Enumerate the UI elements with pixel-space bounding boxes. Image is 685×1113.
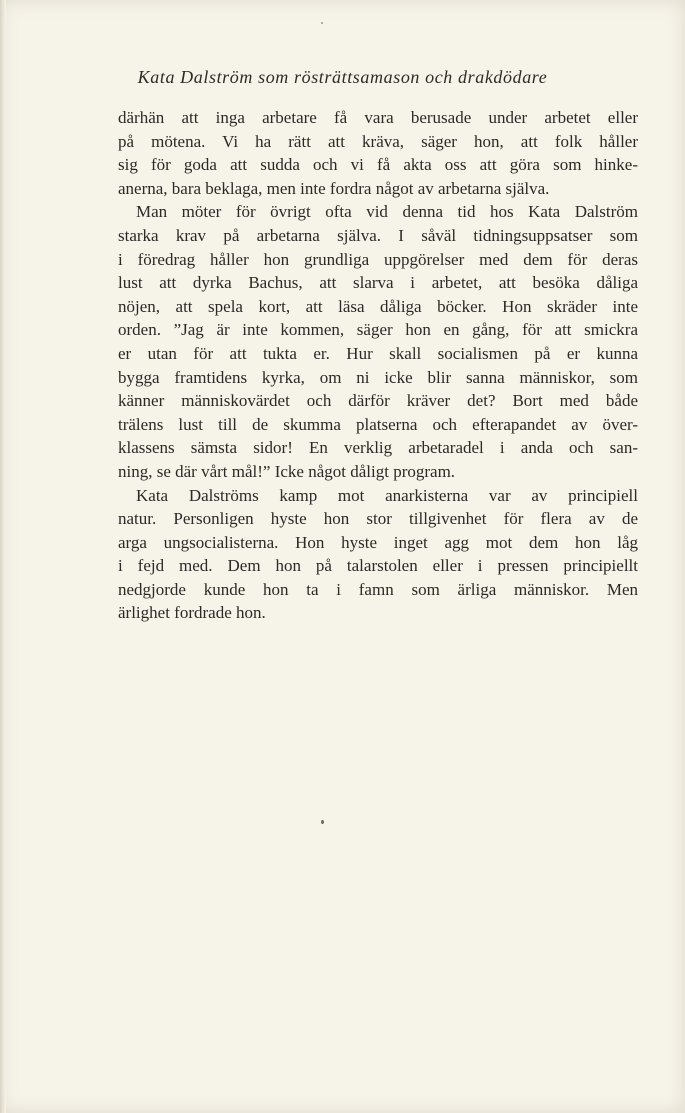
running-header: Kata Dalström som rösträttsamason och drakdödare xyxy=(137,67,548,87)
text-line: starka krav på arbetarna själva. I såväl tidningsuppsatser som xyxy=(118,225,638,245)
text-line: ning, se där vårt mål!” Icke något dåligt program. xyxy=(118,461,456,481)
body-text xyxy=(118,106,638,625)
text-line: nöjen, att spela kort, att läsa dåliga böcker. Hon skräder inte xyxy=(118,296,638,316)
text-line: känner människovärdet och därför kräver det? Bort med både xyxy=(118,391,638,411)
text-line: orden. ”Jag är inte kommen, säger hon en gång, för att smickra xyxy=(118,320,638,340)
text-line: arga ungsocialisterna. Hon hyste inget agg mot dem hon låg xyxy=(118,532,638,552)
text-line: i fejd med. Dem hon på talarstolen eller i pressen principiellt xyxy=(118,556,638,576)
text-line: anerna, bara beklaga, men inte fordra något av arbetarna själva. xyxy=(118,178,550,198)
page-edge-shadow xyxy=(0,0,6,1113)
text-line: på mötena. Vi ha rätt att kräva, säger hon, att folk håller xyxy=(118,131,638,151)
text-line: sig för goda att sudda och vi få akta oss att göra som hinke- xyxy=(118,155,638,175)
text-line: trälens lust till de skumma platserna och efterapandet av över- xyxy=(118,414,638,434)
text-line: i föredrag håller hon grundliga uppgörelser med dem för deras xyxy=(118,249,638,269)
text-line: klassens sämsta sidor! En verklig arbetaradel i anda och san- xyxy=(118,438,638,458)
text-line: ärlighet fordrade hon. xyxy=(118,603,266,623)
text-line: Kata Dalströms kamp mot anarkisterna var av principiell xyxy=(136,485,638,505)
text-line: natur. Personligen hyste hon stor tillgivenhet för flera av de xyxy=(118,509,638,529)
paper-speck xyxy=(321,820,324,824)
text-line: bygga framtidens kyrka, om ni icke blir sanna människor, som xyxy=(118,367,638,387)
text-line: nedgjorde kunde hon ta i famn som ärliga människor. Men xyxy=(118,579,638,599)
text-line: därhän att inga arbetare få vara berusade under arbetet eller xyxy=(118,108,638,127)
text-line: er utan för att tukta er. Hur skall socialismen på er kunna xyxy=(118,343,638,363)
paper-speck xyxy=(321,22,323,24)
text-line: Man möter för övrigt ofta vid denna tid hos Kata Dalström xyxy=(136,202,638,222)
text-line: lust att dyrka Bachus, att slarva i arbetet, att besöka dåliga xyxy=(118,273,638,293)
